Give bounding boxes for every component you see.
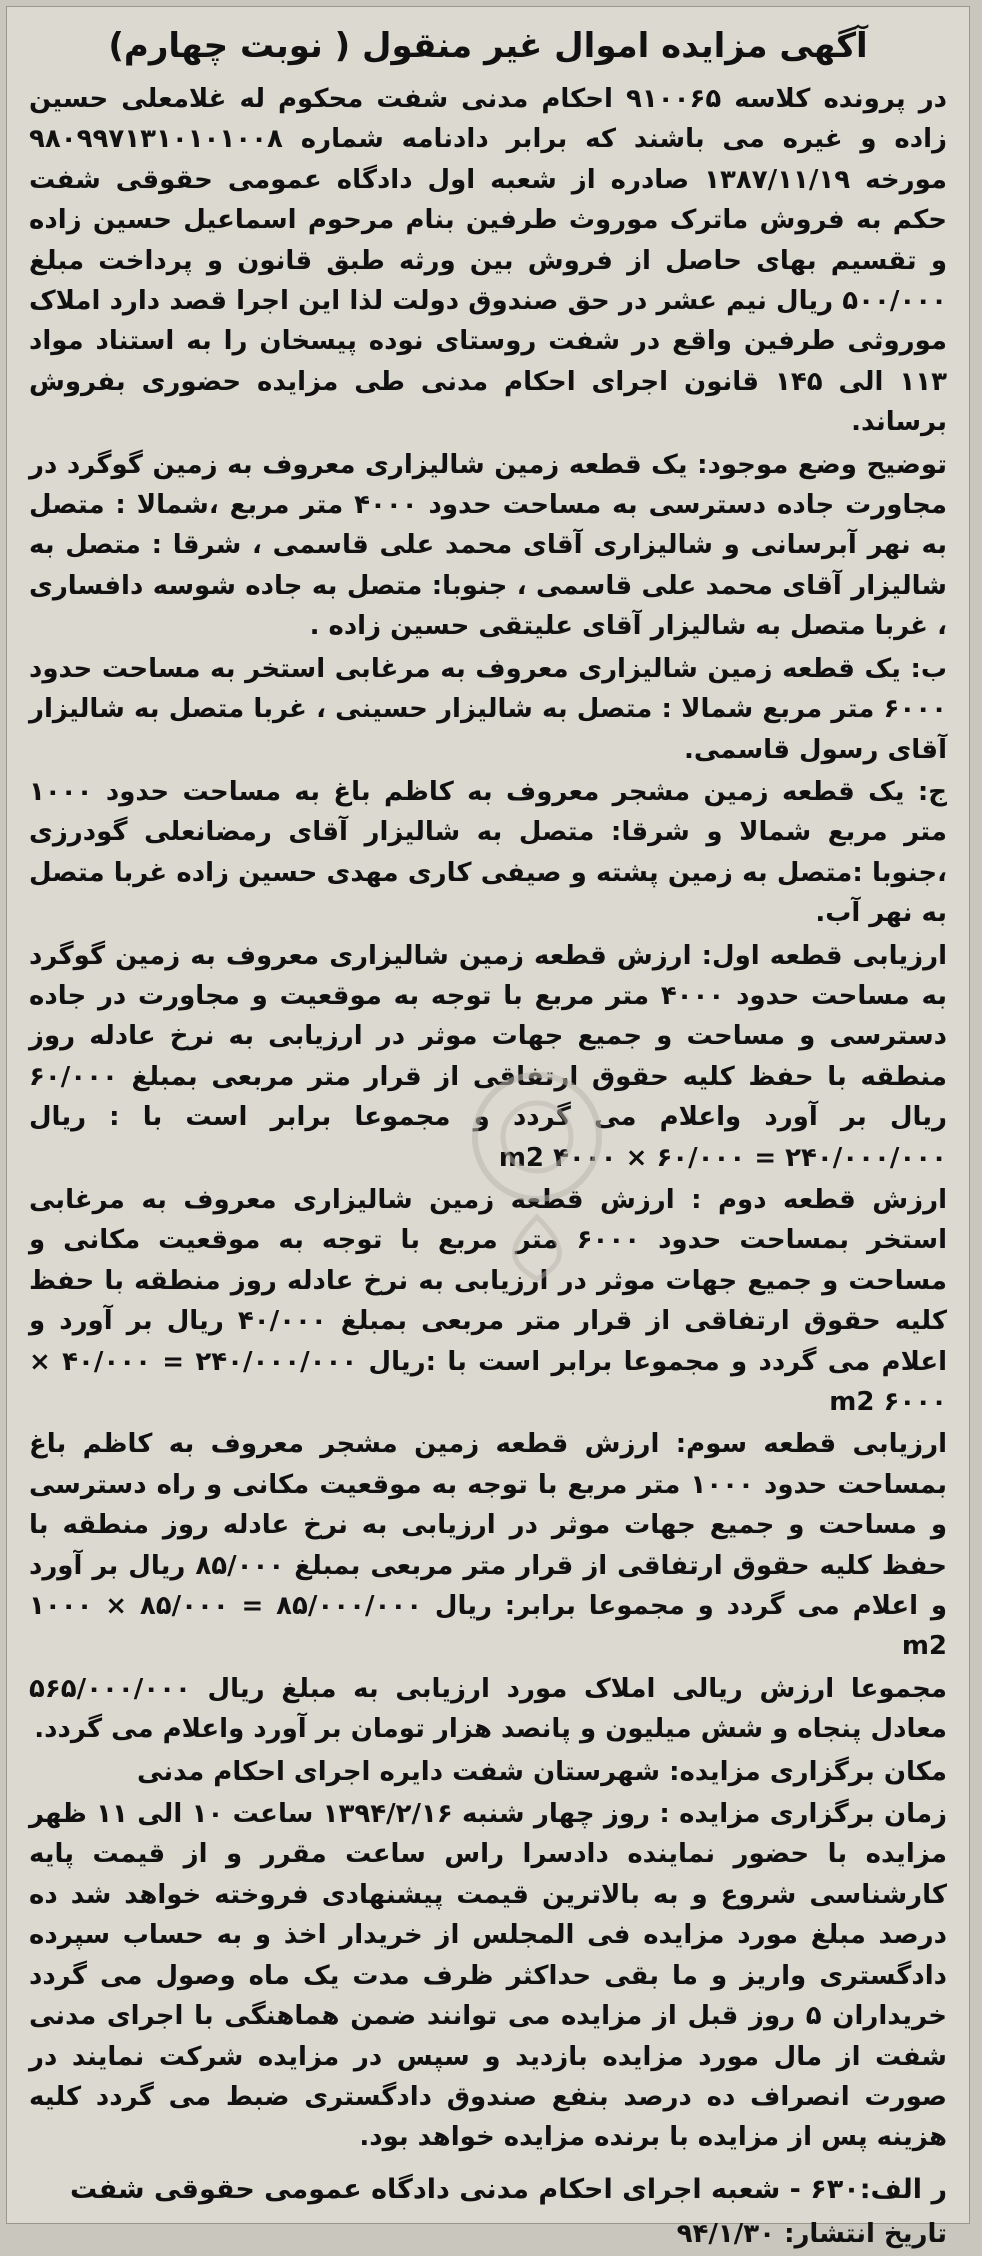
publish-date: تاریخ انتشار: ۹۴/۱/۳۰: [676, 2218, 947, 2249]
valuation-parcel-2-paragraph: ارزش قطعه دوم : ارزش قطعه زمین شالیزاری معروف به مرغابی استخر بمساحت حدود ۶۰۰۰ متر مربع با توجه به موقعیت مکانی و مساحت و جمیع جهات موثر در ارزیابی به نرخ عادله روز منطقه با حفظ کلیه حقوق ارتفاقی از قرار متر مربعی بمبلغ ۴۰/۰۰۰ ریال بر آورد و اعلام می گردد و مجموعا برابر است با :ریال ۲۴۰/۰۰۰/۰۰۰ = ۴۰/۰۰۰ × ۶۰۰۰ m2: [29, 1184, 947, 1417]
auction-location-paragraph: مکان برگزاری مزایده: شهرستان شفت دایره اجرای احکام مدنی: [137, 1756, 947, 1787]
valuation-parcel-3-paragraph: ارزیابی قطعه سوم: ارزش قطعه زمین مشجر معروف به کاظم باغ بمساحت حدود ۱۰۰۰ متر مربع با توجه به موقعیت مکانی و راه دسترسی و مساحت و جمیع جهات موثر در ارزیابی به نرخ عادله روز منطقه با حفظ کلیه حقوق ارتفاقی از قرار متر مربعی بمبلغ ۸۵/۰۰۰ ریال بر آورد و اعلام می گردد و مجموعا برابر: ریال ۸۵/۰۰۰/۰۰۰ = ۸۵/۰۰۰ × ۱۰۰۰ m2: [29, 1429, 948, 1662]
notice-paper: [6, 6, 970, 2249]
intro-paragraph: در پرونده کلاسه ۹۱۰۰۶۵ احکام مدنی شفت محکوم له غلامعلی حسین زاده و غیره می باشند که برابر دادنامه شماره ۹۸۰۹۹۷۱۳۱۰۱۰۱۰۰۸ مورخه ۱۳۸۷/۱۱/۱۹ صادره از شعبه اول دادگاه عمومی حقوقی شفت حکم به فروش ماترک موروث طرفین بنام مرحوم اسماعیل حسین زاده و تقسیم بهای حاصل از فروش بین ورثه طبق قانون و پرداخت مبلغ ۵۰۰/۰۰۰ ریال نیم عشر در حق صندوق دولت لذا این اجرا قصد دارد املاک موروثی طرفین واقع در شفت روستای نوده پیسخان را به استناد مواد ۱۱۳ الی ۱۴۵ قانون اجرای احکام مدنی طی مزایده حضوری بفروش برساند.: [29, 84, 948, 438]
reference-line: ر الف:۶۳۰ - شعبه اجرای احکام مدنی دادگاه عمومی حقوقی شفت: [70, 2173, 947, 2205]
property-description-paragraph: توضیح وضع موجود: یک قطعه زمین شالیزاری معروف به زمین گوگرد در مجاورت جاده دسترسی به مساحت حدود ۴۰۰۰ متر مربع ،شمالا : متصل به نهر آبرسانی و شالیزاری آقای محمد علی قاسمی ، شرقا : متصل به شالیزار آقای محمد علی قاسمی ، جنوبا: متصل به جاده شوسه دافساری ، غربا متصل به شالیزار آقای علیتقی حسین زاده .: [29, 449, 947, 642]
total-value-paragraph: مجموعا ارزش ریالی املاک مورد ارزیابی به مبلغ ریال ۵۶۵/۰۰۰/۰۰۰ معادل پنجاه و شش میلیون و پانصد هزار تومان بر آورد واعلام می گردد.: [29, 1673, 947, 1745]
auction-time-paragraph: زمان برگزاری مزایده : روز چهار شنبه ۱۳۹۴/۲/۱۶ ساعت ۱۰ الی ۱۱ ظهر مزایده با حضور نماینده دادسرا راس ساعت مقرر و از قیمت پایه کارشناسی شروع و به بالاترین قیمت پیشنهادی فروخته خواهد شد ده درصد مبلغ مورد مزایده فی المجلس از خریدار اخذ و به حساب سپرده دادگستری واریز و ما بقی حداکثر ظرف مدت یک ماه وصول می گردد خریداران ۵ روز قبل از مزایده می توانند ضمن هماهنگی با اجرای مدنی شفت از مال مورد مزایده بازدید و سپس در مزایده شرکت نمایند در صورت انصراف ده درصد بنفع صندوق دادگستری ضبط می گردد کلیه هزینه پس از مزایده با برنده مزایده خواهد بود.: [29, 1799, 948, 2153]
valuation-parcel-1-paragraph: ارزیابی قطعه اول: ارزش قطعه زمین شالیزاری معروف به زمین گوگرد به مساحت حدود ۴۰۰۰ متر مربع با توجه به موقعیت و مجاورت در جاده دسترسی و مساحت و جمیع جهات موثر در ارزیابی به نرخ عادله روز منطقه با حفظ کلیه حقوق ارتفاقی از قرار متر مربعی بمبلغ ۶۰/۰۰۰ ریال بر آورد واعلام می گردد و مجموعا برابر است با : ریال ۲۴۰/۰۰۰/۰۰۰ = ۶۰/۰۰۰ × m2 ۴۰۰۰: [29, 940, 947, 1173]
notice-title: آگهی مزایده اموال غیر منقول ( نوبت چهارم): [108, 26, 868, 66]
parcel-c-paragraph: ج: یک قطعه زمین مشجر معروف به کاظم باغ به مساحت حدود ۱۰۰۰ متر مربع شمالا و شرقا: متصل به شالیزار آقای رمضانعلی گودرزی ،جنوبا :متصل به زمین پشته و صیفی کاری مهدی حسین زاده غربا متصل به نهر آب.: [29, 776, 947, 929]
notice-body: [29, 79, 947, 2158]
notice-footer: [29, 2168, 947, 2256]
parcel-b-paragraph: ب: یک قطعه زمین شالیزاری معروف به مرغابی استخر به مساحت حدود ۶۰۰۰ متر مربع شمالا : متصل به شالیزار حسینی ، غربا متصل به شالیزار آقای رسول قاسمی.: [29, 653, 947, 765]
